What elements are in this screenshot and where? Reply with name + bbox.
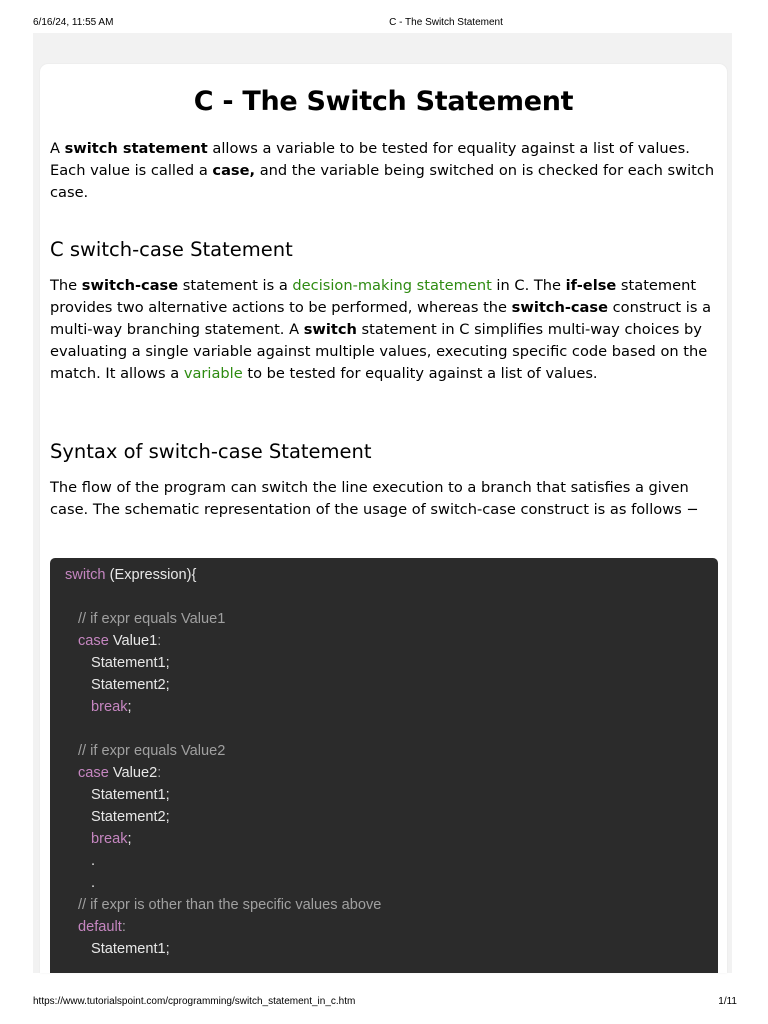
code-line: default: (78, 919, 126, 935)
term-case: case, (212, 162, 256, 179)
code-line: Statement1; (91, 941, 170, 957)
page-number: 1/11 (718, 996, 737, 1007)
code-line: break; (91, 699, 132, 715)
code-comment: // if expr equals Value2 (78, 743, 226, 759)
code-line: Statement2; (91, 677, 170, 693)
page-title: C - The Switch Statement (193, 86, 574, 117)
code-line: case Value1: (78, 633, 162, 649)
code-line: Statement1; (91, 787, 170, 803)
code-line: case Value2: (78, 765, 162, 781)
link-decision-making-statement[interactable]: decision-making statement (292, 277, 492, 294)
code-line: switch (Expression){ (65, 567, 197, 583)
section-heading-switch-case: C switch-case Statement (50, 238, 293, 261)
code-line: Statement2; (91, 809, 170, 825)
print-doc-title: C - The Switch Statement (389, 17, 503, 28)
code-comment: // if expr is other than the specific values above (78, 897, 382, 913)
link-variable[interactable]: variable (183, 365, 243, 382)
section-heading-syntax: Syntax of switch-case Statement (50, 440, 372, 463)
code-line: Statement1; (91, 655, 170, 671)
term-if-else: if-else (565, 277, 617, 294)
print-datetime: 6/16/24, 11:55 AM (33, 17, 114, 28)
switch-case-paragraph: The switch-case statement is a decision-making statement in C. The if-else statement provides two alternative actions to be performed, whereas the switch-case construct is a multi-way branching statement. A switch statement in C simplifies multi-way choices by evaluating a single variable against multiple values, executing specific code based on the match. It allows a variable to be tested for equality against a list of values. (50, 277, 712, 382)
term-switch-statement: switch statement (64, 140, 208, 157)
code-block[interactable] (50, 558, 718, 973)
code-comment: // if expr equals Value1 (78, 611, 226, 627)
code-line: break; (91, 831, 132, 847)
term-switch-case: switch-case (81, 277, 179, 294)
code-line: . (91, 853, 96, 869)
print-url: https://www.tutorialspoint.com/cprogramming/switch_statement_in_c.htm (33, 996, 356, 1007)
print-header (0, 0, 768, 32)
print-footer (0, 990, 768, 1024)
syntax-paragraph: The flow of the program can switch the line execution to a branch that satisfies a given case. The schematic representation of the usage of switch-case construct is as follows − (50, 479, 699, 518)
intro-paragraph: A switch statement allows a variable to be tested for equality against a list of values. Each value is called a case, and the variable being switched on is checked for each switch case. (50, 140, 715, 201)
term-switch: switch (303, 321, 357, 338)
code-line: . (91, 875, 96, 891)
term-switch-case-2: switch-case (511, 299, 608, 316)
